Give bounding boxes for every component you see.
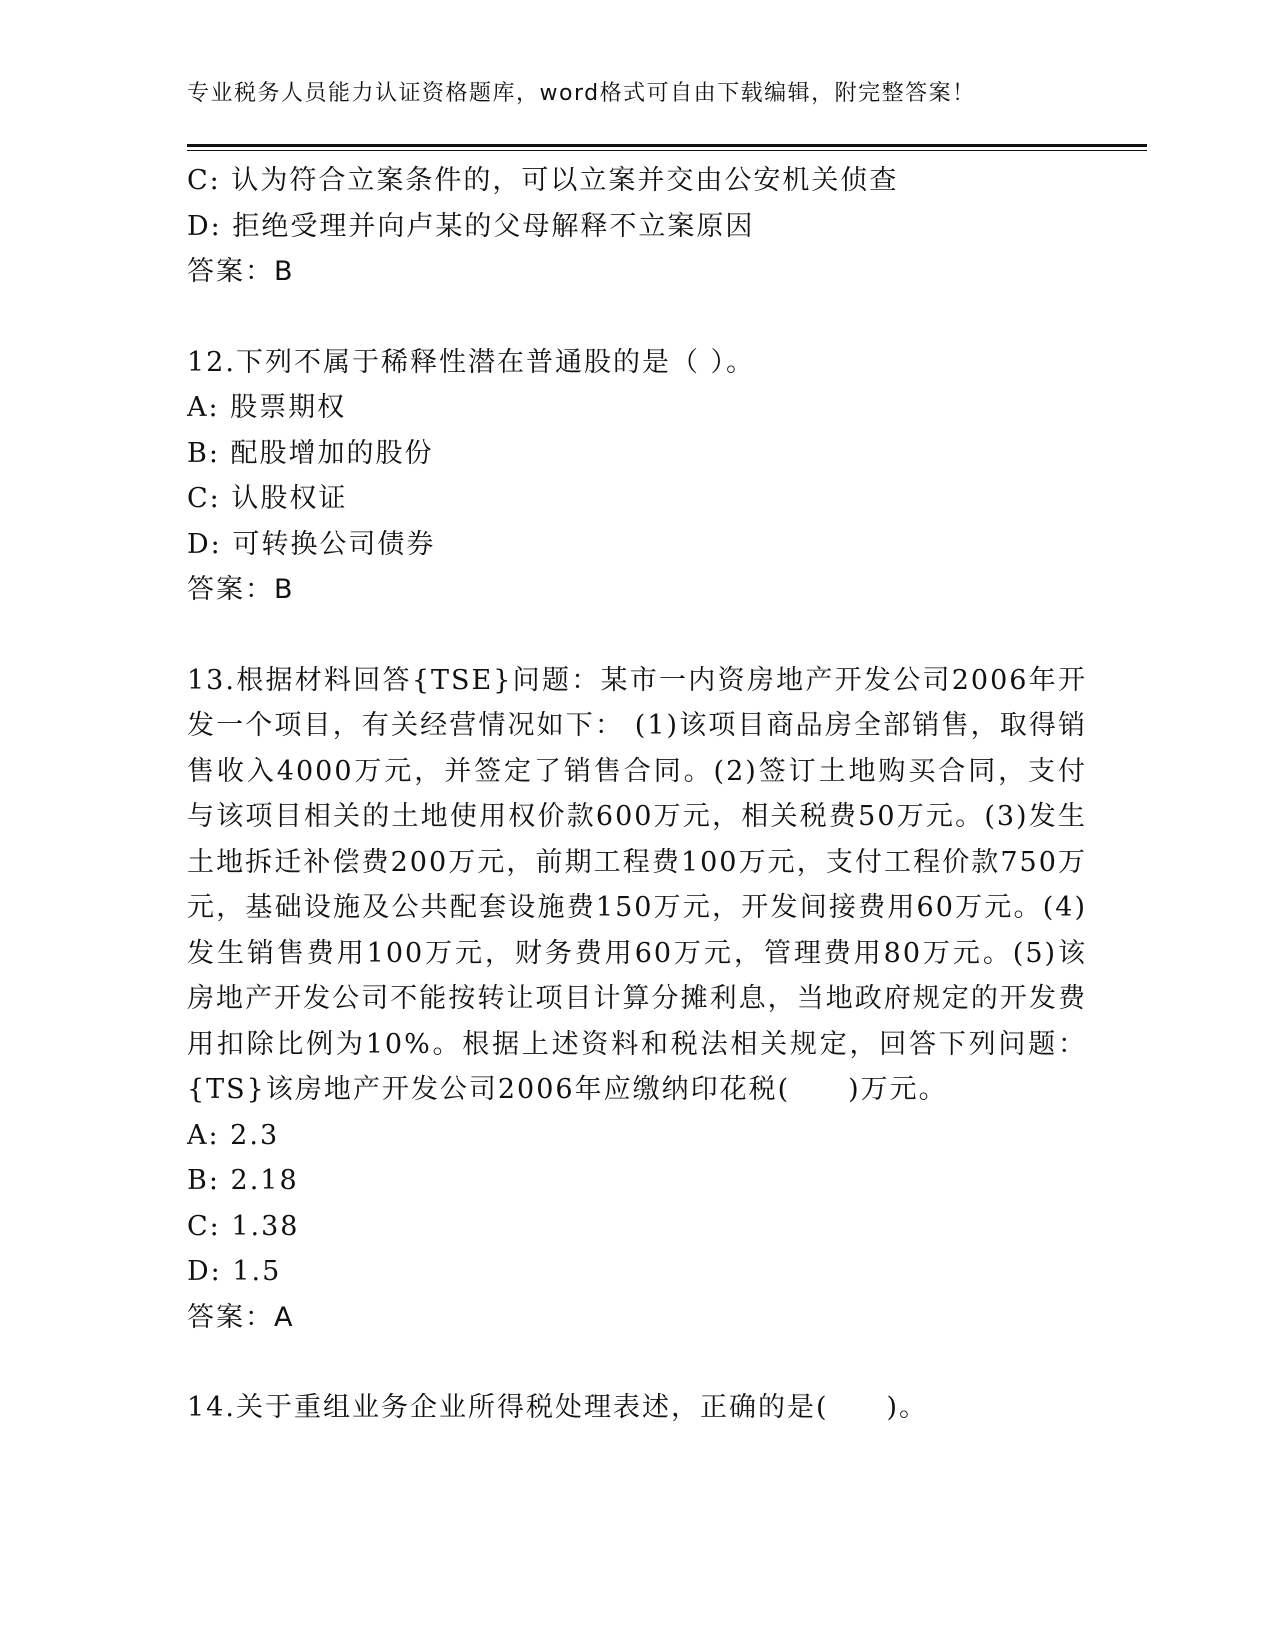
option-c: C: 1.38: [187, 1210, 300, 1242]
question-stem: 14.关于重组业务企业所得税处理表述，正确的是( )。: [187, 1392, 929, 1423]
option-d: D: 1.5: [187, 1256, 282, 1287]
option-d: D: 可转换公司债券: [187, 528, 436, 560]
question-12-block: [187, 340, 1087, 613]
option-d: D: 拒绝受理并向卢某的父母解释不立案原因: [187, 210, 755, 242]
option-c: C: 认为符合立案条件的，可以立案并交由公安机关侦查: [187, 165, 899, 196]
answer: 答案：A: [187, 1301, 295, 1333]
question-stem: 12.下列不属于稀释性潜在普通股的是（ ）。: [187, 346, 756, 378]
option-a: A: 股票期权: [187, 392, 347, 423]
page-header: 专业税务人员能力认证资格题库，word格式可自由下载编辑，附完整答案！: [187, 81, 976, 106]
option-b: B: 配股增加的股份: [187, 437, 434, 469]
answer: 答案：B: [187, 574, 295, 605]
option-b: B: 2.18: [187, 1165, 299, 1196]
header-rule-thick: [187, 144, 1147, 147]
question-14-block: [187, 1385, 1087, 1431]
header-rule-thin: [187, 150, 1147, 151]
question-content: [187, 158, 1087, 1431]
option-c: C: 认股权证: [187, 483, 348, 514]
answer: 答案：B: [187, 256, 295, 287]
question-stem: 13.根据材料回答{TSE}问题：某市一内资房地产开发公司2006年开发一个项目，有关经营情况如下： (1)该项目商品房全部销售，取得销售收入4000万元，并签定了销售合同。(2)签订土地购买合同，支付与该项目相关的土地使用权价款600万元，相关税费50万元。(3)发生土地拆迁补偿费200万元，前期工程费100万元，支付工程价款750万元，基础设施及公共配套设施费150万元，开发间接费用60万元。(4)发生销售费用100万元，财务费用60万元，管理费用80万元。(5)该房地产开发公司不能按转让项目计算分摊利息，当地政府规定的开发费用扣除比例为10%。根据上述资料和税法相关规定，回答下列问题：{TS}该房地产开发公司2006年应缴纳印花税( )万元。: [187, 664, 1087, 1105]
question-11-block: [187, 158, 1087, 295]
question-13-block: [187, 658, 1087, 1341]
option-a: A: 2.3: [187, 1119, 280, 1151]
